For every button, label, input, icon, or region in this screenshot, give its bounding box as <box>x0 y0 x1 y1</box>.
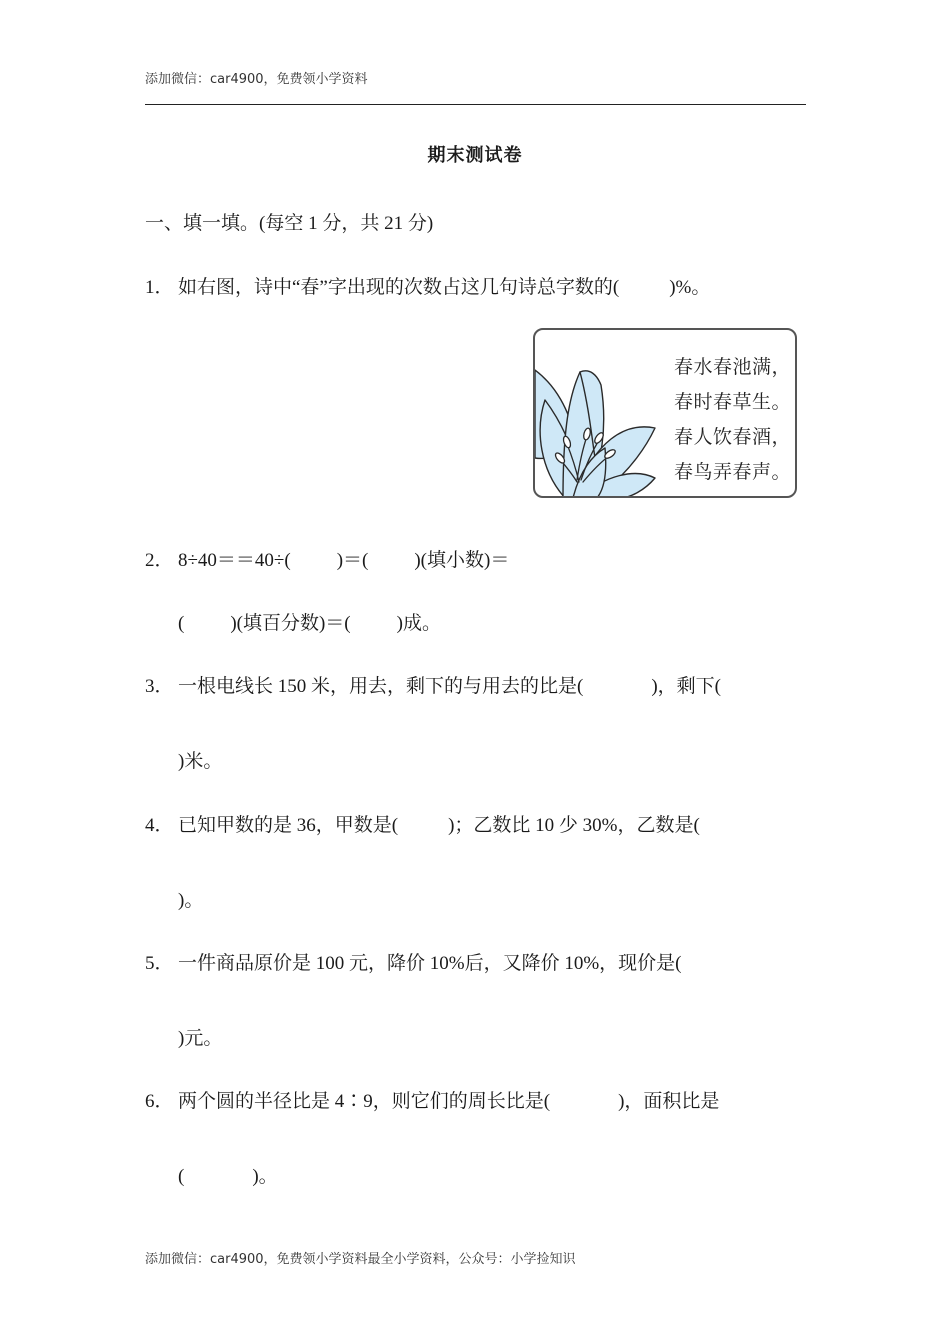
question-4-line-2: )。 <box>178 890 204 911</box>
question-6-text-c: ( <box>178 1166 185 1187</box>
question-2-number: 2． <box>145 550 174 571</box>
question-6-line-2 <box>178 1165 278 1189</box>
poem-line-3: 春人饮春酒， <box>673 426 791 448</box>
poem-illustration <box>533 328 797 498</box>
poem-line-1: 春水春池满， <box>673 356 791 378</box>
question-2-text-f: )成。 <box>396 613 441 634</box>
question-2-text-b: )＝( <box>336 550 369 571</box>
question-6-line-1 <box>145 1090 719 1114</box>
question-4-text-b: )；乙数比 10 少 30%，乙数是( <box>448 815 700 836</box>
question-3-line-1 <box>145 675 721 699</box>
poem-line-2: 春时春草生。 <box>673 391 791 413</box>
question-3-text-a: 一根电线长 150 米，用去，剩下的与用去的比是( <box>178 676 584 697</box>
question-6-text-b: )，面积比是 <box>618 1091 720 1112</box>
question-1 <box>145 276 710 300</box>
question-4-text-a: 已知甲数的是 36，甲数是( <box>178 815 399 836</box>
question-2-line-1 <box>145 549 509 573</box>
question-4-line-1 <box>145 814 700 838</box>
question-6-number: 6． <box>145 1091 174 1112</box>
question-2-line-2 <box>178 612 441 636</box>
question-1-number: 1． <box>145 277 174 298</box>
question-5-line-2: )元。 <box>178 1028 223 1049</box>
page-title: 期末测试卷 <box>427 145 523 166</box>
question-2-text-c: )(填小数)＝ <box>414 550 510 571</box>
header-note: 添加微信：car4900，免费领小学资料 <box>145 72 368 87</box>
question-6-text-d: )。 <box>252 1166 278 1187</box>
question-2-text-e: )(填百分数)＝( <box>230 613 351 634</box>
question-5-number: 5． <box>145 953 174 974</box>
question-5-line-1 <box>145 952 681 976</box>
question-5-text-a: 一件商品原价是 100 元，降价 10%后，又降价 10%，现价是( <box>178 953 682 974</box>
question-1-text: 如右图，诗中“春”字出现的次数占这几句诗总字数的( <box>178 277 620 298</box>
question-2-text-d: ( <box>178 613 185 634</box>
footer-note: 添加微信：car4900，免费领小学资料最全小学资料，公众号：小学捡知识 <box>145 1252 576 1267</box>
header-divider <box>145 104 806 105</box>
question-2-text-a: 8÷40＝＝40÷( <box>178 550 291 571</box>
question-3-line-2: )米。 <box>178 751 223 772</box>
question-1-after: )%。 <box>669 277 711 298</box>
question-4-number: 4． <box>145 815 174 836</box>
section-heading: 一、填一填。(每空 1 分，共 21 分) <box>145 213 434 234</box>
question-3-text-b: )，剩下( <box>651 676 721 697</box>
question-6-text-a: 两个圆的半径比是 4∶9，则它们的周长比是( <box>178 1091 551 1112</box>
question-3-number: 3． <box>145 676 174 697</box>
poem-line-4: 春鸟弄春声。 <box>673 461 791 483</box>
